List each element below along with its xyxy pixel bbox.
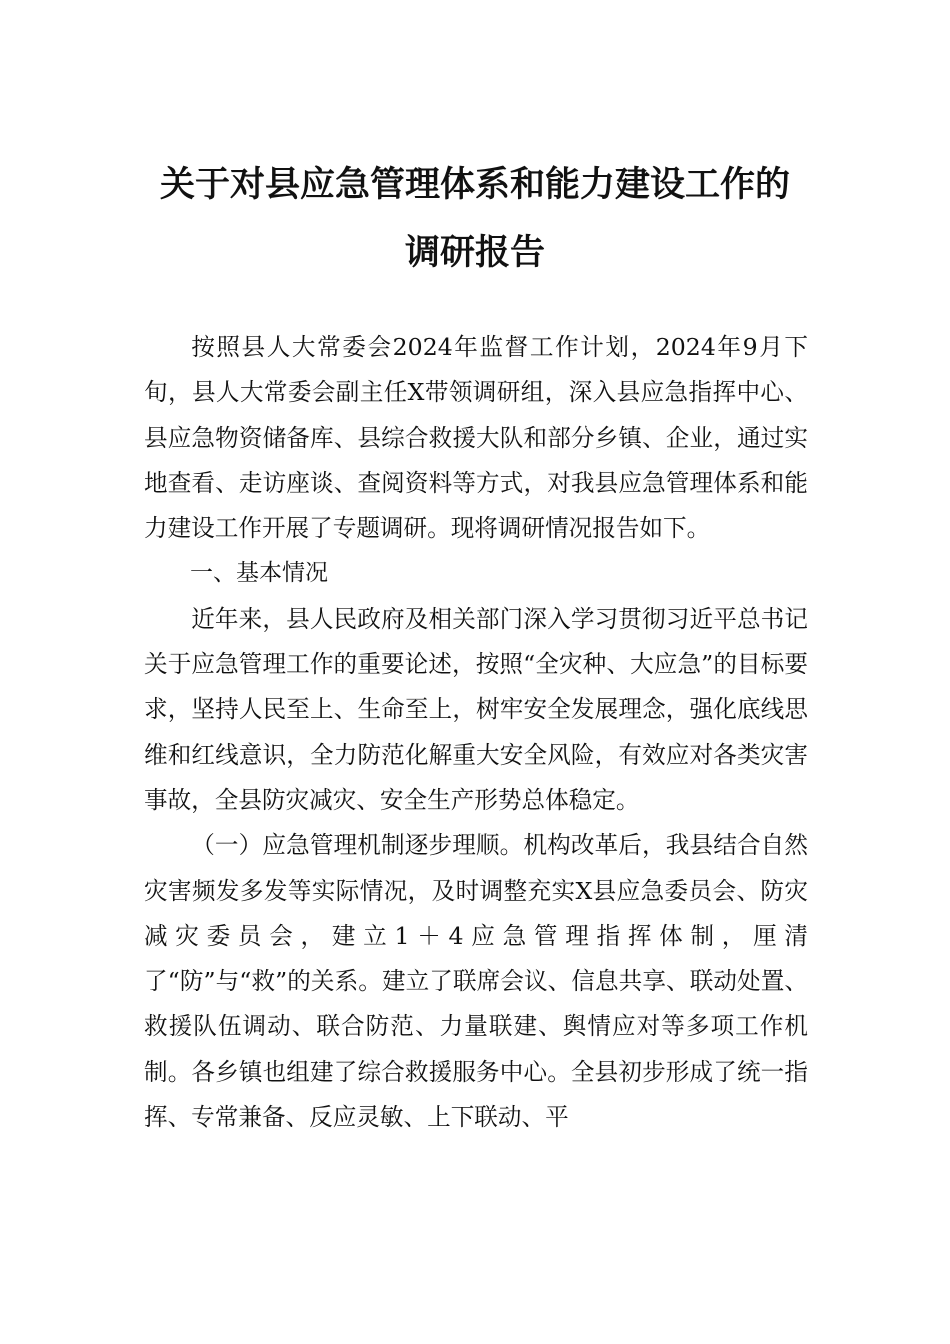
subsection-text: 机构改革后，我县结合自然灾害频发多发等实际情况，及时调整充实X县应急委员会、防灾减灾委员会，建立1＋4应急管理指挥体制，厘清了“防”与“救”的关系。建立了联席会议、信息共享、联动处置、救援队伍调动、联合防范、力量联建、舆情应对等多项工作机制。各乡镇也组建了综合救援服务中心。全县初步形成了统一指挥、专常兼备、反应灵敏、上下联动、平 <box>144 831 808 1132</box>
document-title-line-1: 关于对县应急管理体系和能力建设工作的 <box>159 165 790 205</box>
document-title-line-2: 调研报告 <box>404 233 545 273</box>
document-body <box>144 325 808 1140</box>
subsection-lead: （一）应急管理机制逐步理顺。 <box>191 831 524 860</box>
section-heading: 一、基本情况 <box>190 560 328 587</box>
intro-paragraph: 按照县人大常委会2024年监督工作计划，2024年9月下旬，县人大常委会副主任X带领调研组，深入县应急指挥中心、县应急物资储备库、县综合救援大队和部分乡镇、企业，通过实地查看、走访座谈、查阅资料等方式，对我县应急管理体系和能力建设工作开展了专题调研。现将调研情况报告如下。 <box>144 333 808 543</box>
subsection-paragraph <box>144 823 808 1140</box>
section-paragraph: 近年来，县人民政府及相关部门深入学习贯彻习近平总书记关于应急管理工作的重要论述，按照“全灾种、大应急”的目标要求，坚持人民至上、生命至上，树牢安全发展理念，强化底线思维和红线意识，全力防范化解重大安全风险，有效应对各类灾害事故，全县防灾减灾、安全生产形势总体稳定。 <box>144 604 808 814</box>
